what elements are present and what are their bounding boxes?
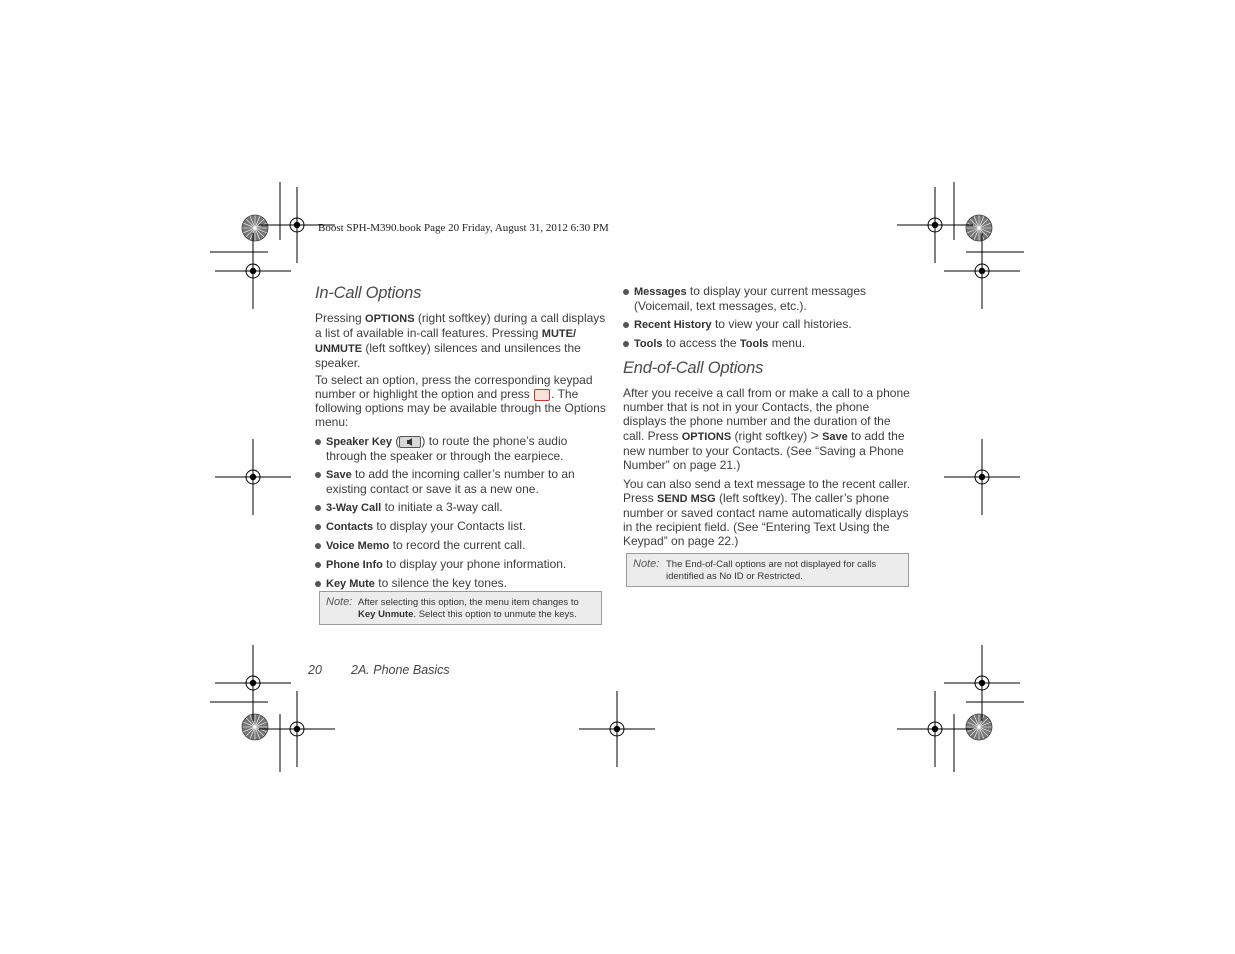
select-option-paragraph: To select an option, press the corresponding keypad number or highlight the option and press . The following options may be available through the Options menu: [315,373,606,429]
list-item: Recent History to view your call histories. [623,317,913,332]
mute-unmute-keyword: MUTE/ UNMUTE [315,328,577,355]
list-item: Key Mute to silence the key tones. [315,576,605,591]
note-label: Note: [633,558,660,570]
list-item: Phone Info to display your phone information. [315,557,605,572]
send-message-paragraph: You can also send a text message to the recent caller. Press SEND MSG (left softkey). The caller’s phone number or saved contact name automatically displays in the recipient field. (See “Entering Text Using the Keypad” on page 22.) [623,477,911,548]
list-item: Messages to display your current messages (Voicemail, text messages, etc.). [623,284,913,313]
end-of-call-options-heading: End-of-Call Options [623,359,764,377]
note-text: After selecting this option, the menu item changes to Key Unmute. Select this option to unmute the keys. [358,597,579,620]
in-call-options-list [315,434,605,595]
list-item: Speaker Key ( ) to route the phone’s audio through the speaker or through the earpiece. [315,434,605,463]
section-title: 2A. Phone Basics [351,663,450,677]
speaker-key-icon [399,436,421,448]
list-item: Voice Memo to record the current call. [315,538,605,553]
note-text: The End-of-Call options are not displayed for calls identified as No ID or Restricted. [666,559,877,582]
page-number: 20 [308,663,322,677]
end-of-call-note [626,553,909,587]
note-label: Note: [326,596,353,608]
list-item: Tools to access the Tools menu. [623,336,913,351]
more-options-list [623,284,913,355]
options-keyword: OPTIONS [365,313,415,325]
book-file-info: Boost SPH-M390.book Page 20 Friday, August 31, 2012 6:30 PM [318,222,609,234]
in-call-options-heading: In-Call Options [315,284,422,302]
list-item: 3-Way Call to initiate a 3-way call. [315,500,605,515]
list-item: Contacts to display your Contacts list. [315,519,605,534]
end-of-call-paragraph: After you receive a call from or make a call to a phone number that is not in your Contacts, the phone displays the phone number and the duration of the call. Press OPTIONS (right softkey) > Save to add the new number to your Contacts. (See “Saving a Phone Number” on page 21.) [623,386,910,472]
list-item: Save to add the incoming caller’s number to an existing contact or save it as a new one. [315,467,605,496]
key-mute-note [319,591,602,625]
in-call-intro-paragraph: Pressing OPTIONS (right softkey) during a call displays a list of available in-call features. Pressing MUTE/ UNMUTE (left softkey) silences and unsilences the speaker. [315,311,606,370]
ok-key-icon [534,389,550,401]
